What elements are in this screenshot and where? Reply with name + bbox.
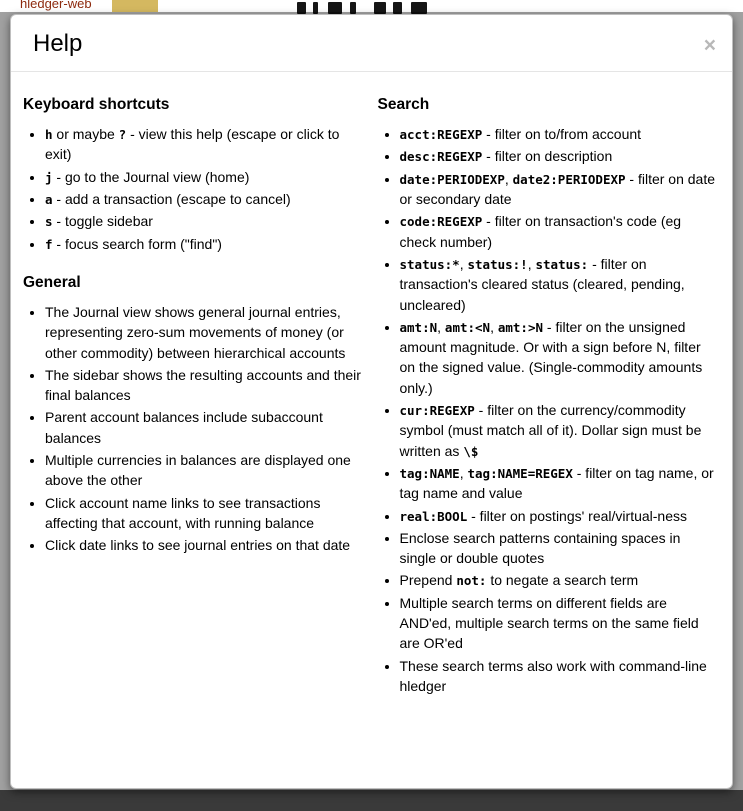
brand-link[interactable]: hledger-web — [20, 0, 92, 11]
list-item: • f - focus search form ("find") — [45, 234, 362, 254]
list-item: • status:*, status:!, status: - filter on transaction's cleared status (cleared, pending, uncleared) — [400, 254, 717, 315]
list-item: • The sidebar shows the resulting accounts and their final balances — [45, 365, 362, 406]
help-modal — [10, 14, 733, 789]
list-item: • desc:REGEXP - filter on description — [400, 146, 717, 166]
list-item: • h or maybe ? - view this help (escape or click to exit) — [45, 124, 362, 165]
modal-header — [11, 15, 732, 72]
right-column — [372, 86, 727, 716]
modal-title: Help — [33, 30, 83, 57]
section-heading-search: Search — [377, 96, 430, 114]
list-item: • real:BOOL - filter on postings' real/virtual-ness — [400, 506, 717, 526]
general-list — [23, 302, 362, 556]
page-footer — [0, 790, 743, 811]
section-heading-keyboard-shortcuts: Keyboard shortcuts — [23, 96, 170, 114]
list-item: • j - go to the Journal view (home) — [45, 167, 362, 187]
highlight-box — [112, 0, 158, 12]
list-item: • s - toggle sidebar — [45, 211, 362, 231]
list-item: • The Journal view shows general journal entries, representing zero-sum movements of money (or other commodity) between hierarchical accounts — [45, 302, 362, 363]
keyboard-shortcuts-list — [23, 124, 362, 254]
close-icon[interactable]: × — [703, 34, 716, 57]
list-item: • amt:N, amt:<N, amt:>N - filter on the unsigned amount magnitude. Or with a sign before N, filter on the signed value. (Single-commodity amounts only.) — [400, 317, 717, 398]
list-item: • Multiple search terms on different fields are AND'ed, multiple search terms on the same field are OR'ed — [400, 593, 717, 654]
list-item: • These search terms also work with command-line hledger — [400, 656, 717, 697]
list-item: • Click date links to see journal entries on that date — [45, 535, 362, 555]
list-item: • tag:NAME, tag:NAME=REGEX - filter on tag name, or tag name and value — [400, 463, 717, 504]
list-item: • Multiple currencies in balances are displayed one above the other — [45, 450, 362, 491]
list-item: • Enclose search patterns containing spaces in single or double quotes — [400, 528, 717, 569]
search-list — [378, 124, 717, 696]
list-item: • acct:REGEXP - filter on to/from account — [400, 124, 717, 144]
section-heading-general: General — [23, 273, 81, 291]
list-item: • a - add a transaction (escape to cancel) — [45, 189, 362, 209]
list-item: • code:REGEXP - filter on transaction's code (eg check number) — [400, 211, 717, 252]
list-item: • Prepend not: to negate a search term — [400, 570, 717, 590]
list-item: • Click account name links to see transactions affecting that account, with running balance — [45, 493, 362, 534]
list-item: • cur:REGEXP - filter on the currency/commodity symbol (must match all of it). Dollar sign must be written as \$ — [400, 400, 717, 461]
list-item: • Parent account balances include subaccount balances — [45, 407, 362, 448]
list-item: • date:PERIODEXP, date2:PERIODEXP - filter on date or secondary date — [400, 169, 717, 210]
left-column — [17, 86, 372, 716]
modal-body — [11, 72, 732, 726]
